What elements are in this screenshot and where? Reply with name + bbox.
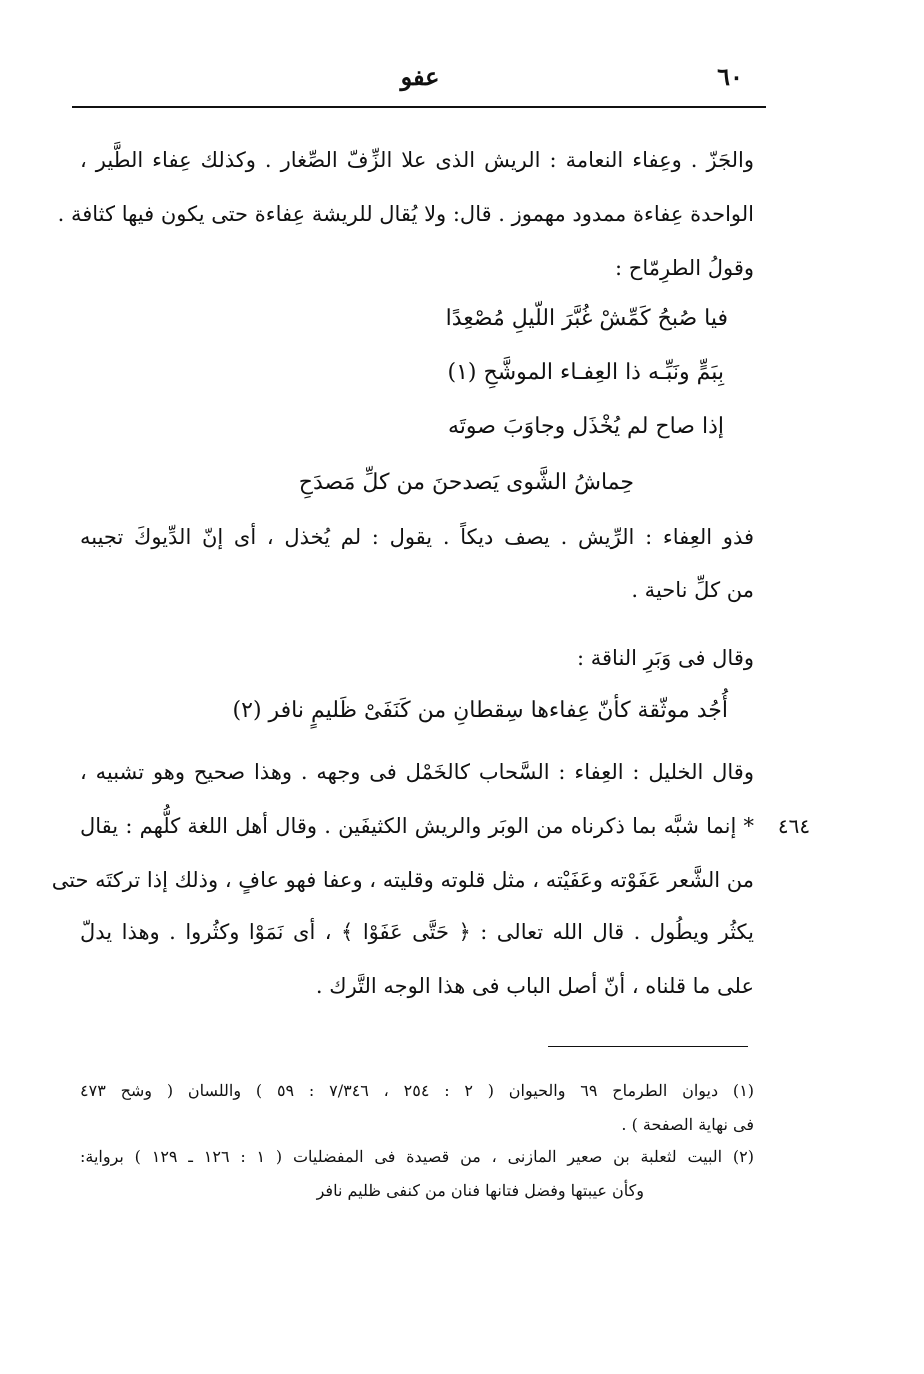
verse-line-3: إذا صاح لم يُخْذَل وجاوَبَ صوتَه [448, 414, 724, 439]
body-line-12: وقال الخليل : العِفاء : السَّحاب كالخَمْل فى وجهه . وهذا صحيح وهو تشبيه ، [80, 760, 754, 784]
body-line-10: وقال فى وَبَرِ الناقة : [577, 646, 754, 670]
running-head-title: عفو [400, 62, 440, 91]
body-line-3: وقولُ الطرِمّاح : [615, 256, 754, 280]
body-line-13: * إنما شبَّه بما ذكرناه من الوبَر والريش الكثيفَين . وقال أهل اللغة كلُّهم : يقال [80, 814, 754, 838]
body-line-14: من الشَّعر عَفَوْته وعَفَيْته ، مثل قلوته وقليته ، وعفا فهو عافٍ ، وذلك إذا تركتَه حتى [51, 868, 754, 892]
footnote-2-verse: وكأن عيبتها وفضل فتانها فنان من كنفى ظليم نافر [316, 1181, 644, 1200]
footnote-1-line-2: فى نهاية الصفحة ) . [621, 1115, 754, 1134]
page-number: ٦٠ [717, 62, 743, 91]
verse-line-1: فيا صُبحُ كَمِّشْ غُبَّرَ اللّيلِ مُصْعِدًا [445, 306, 728, 331]
footnote-rule [548, 1046, 748, 1047]
body-line-15: يكثُر ويطُول . قال الله تعالى : ﴿ حَتَّى عَفَوْا ﴾ ، أى نَمَوْا وكثُروا . وهذا يدلّ [80, 920, 754, 944]
footnote-2-line-1: (٢) البيت لثعلبة بن صعير المازنى ، من قصيدة فى المفضليات ( ١ : ١٢٦ ـ ١٢٩ ) برواية: [80, 1147, 755, 1166]
verse-line-5: أُجُد موثّقة كأنّ عِفاءها سِقطانِ من كَنَفَىْ ظَليمٍ نافر (٢) [232, 698, 728, 723]
margin-section-number: ٤٦٤ [777, 814, 811, 838]
body-line-9: من كلِّ ناحية . [631, 578, 754, 602]
footnote-1-line-1: (١) ديوان الطرماح ٦٩ والحيوان ( ٢ : ٢٥٤ ، ٧/٣٤٦ : ٥٩ ) واللسان ( وشح ٤٧٣ [80, 1081, 755, 1100]
body-line-2: الواحدة عِفاءة ممدود مهموز . قال: ولا يُقال للريشة عِفاءة حتى يكون فيها كثافة . [57, 202, 754, 226]
verse-line-2: بِبَمٍّ ونَبِّـه ذا العِفـاء الموشَّحِ (١) [447, 360, 724, 385]
verse-line-4: حِماشُ الشَّوى يَصدحنَ من كلِّ مَصدَحِ [298, 470, 634, 495]
body-line-16: على ما قلناه ، أنّ أصل الباب فى هذا الوجه التَّرك . [315, 974, 754, 998]
header-rule [72, 106, 766, 108]
body-line-1: والجَزّ . وعِفاء النعامة : الريش الذى علا الزِّفّ الصِّغار . وكذلك عِفاء الطَّير ، [80, 148, 754, 172]
body-line-8: فذو العِفاء : الرِّيش . يصف ديكاً . يقول : لم يُخذل ، أى إنّ الدِّيوكَ تجيبه [80, 525, 754, 549]
